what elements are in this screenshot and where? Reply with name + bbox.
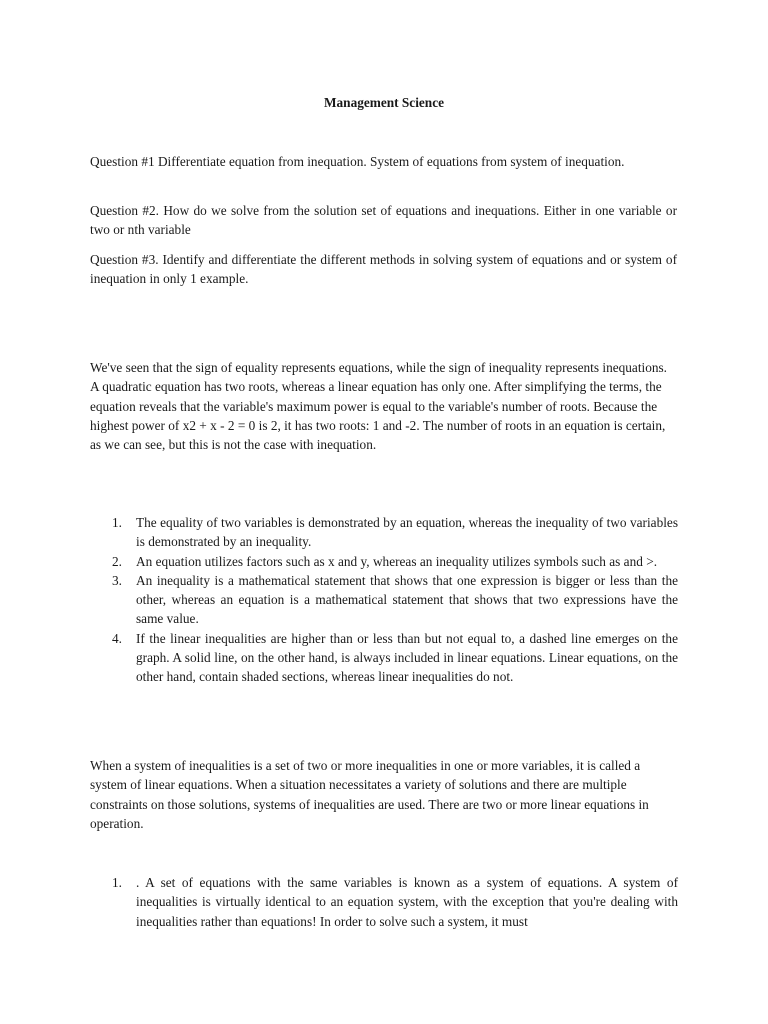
question-1: Question #1 Differentiate equation from inequation. System of equations from system of inequation. [90,154,625,169]
difference-list [0,513,768,687]
list-item-text: . A set of equations with the same variables is known as a system of equations. A system of inequalities is virtually identical to an equation system, with the exception that you're dealing with inequalities rather than equations! In order to solve such a system, it must [136,875,678,929]
list-item-text: If the linear inequalities are higher than or less than but not equal to, a dashed line emerges on the graph. A solid line, on the other hand, is always included in linear equations. Linear equations, on the other hand, contain shaded sections, whereas linear inequalities do not. [136,630,678,685]
list-item [0,571,678,629]
list-item [0,552,678,571]
paragraph-equations-vs-inequations: We've seen that the sign of equality represents equations, while the sign of inequality represents inequations. A quadratic equation has two roots, whereas a linear equation has only one. After simplifying the terms, the equation reveals that the variable's maximum power is equal to the variable's number of roots. Because the highest power of x2 + x - 2 = 0 is 2, it has two roots: 1 and -2. The number of roots in an equation is certain, as we can see, but this is not the case with inequation. [90,360,667,453]
systems-list [0,873,768,931]
question-3: Question #3. Identify and differentiate the different methods in solving system of equations and or system of inequation in only 1 example. [90,252,677,287]
list-item [0,629,678,687]
list-number: 1. [112,515,122,530]
list-number: 2. [112,553,122,569]
list-item-text: The equality of two variables is demonstrated by an equation, whereas the inequality of two variables is demonstrated by an inequality. [136,515,678,550]
list-number: 4. [112,630,122,646]
list-number: 1. [112,875,122,890]
list-item-text: An inequality is a mathematical statement that shows that one expression is bigger or less than the other, whereas an equation is a mathematical statement that shows that two expressions have the same value. [136,572,678,627]
page-title: Management Science [323,95,444,110]
question-2: Question #2. How do we solve from the solution set of equations and inequations. Either in one variable or two or nth variable [90,203,677,238]
list-item-text: An equation utilizes factors such as x and y, whereas an inequality utilizes symbols such as and >. [136,553,658,569]
list-item [0,513,678,552]
list-item [0,873,678,931]
list-number: 3. [112,572,122,588]
paragraph-systems-of-inequalities: When a system of inequalities is a set of two or more inequalities in one or more variables, it is called a system of linear equations. When a situation necessitates a variety of solutions and there are multiple constraints on those solutions, systems of inequalities are used. There are two or more linear equations in operation. [90,758,649,831]
